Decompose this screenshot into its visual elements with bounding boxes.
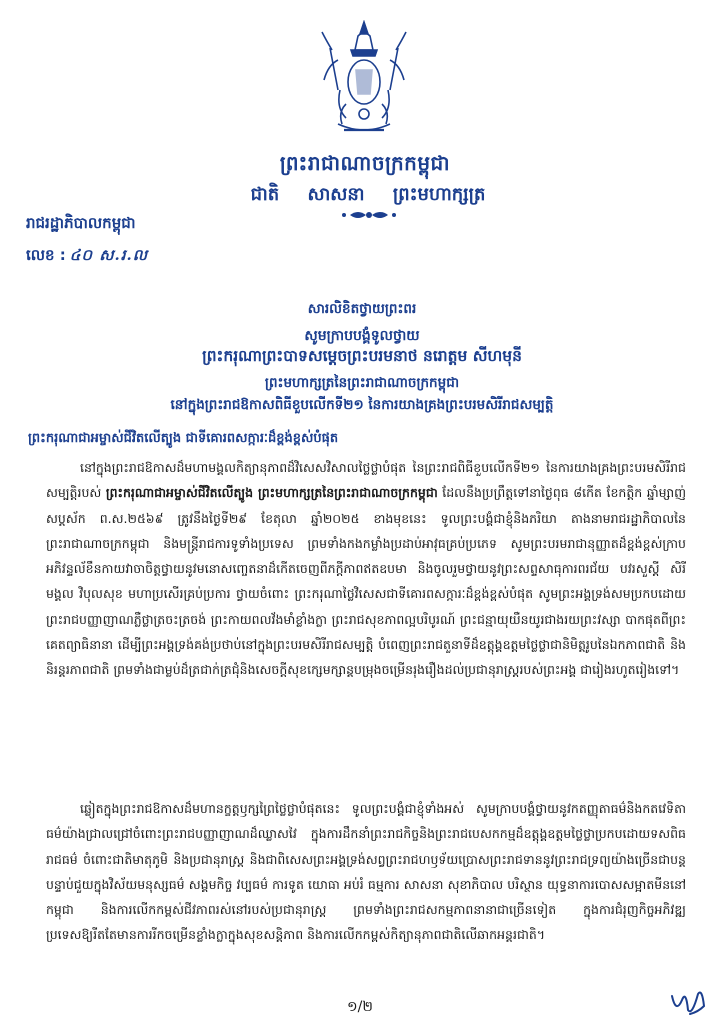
royal-coat-of-arms-icon	[318, 20, 410, 140]
ornament-divider-icon	[338, 208, 400, 222]
body-paragraph-1	[46, 455, 686, 785]
occasion-line: នៅក្នុងព្រះរាជឱកាសពិធីខួបលើកទី២១ នៃការយាងគ្រងព្រះបរមសិរីរាជសម្បត្តិ	[170, 397, 554, 413]
signature-initials-icon	[668, 986, 708, 1020]
paragraph-1-bold-text: ព្រះករុណាជាអម្ចាស់ជីវិតលើត្បូង ព្រះមហាក្សត្រនៃព្រះរាជាណាចក្រកម្ពុជា	[105, 485, 438, 501]
document-number-value: ៤០ ស.រ.ល	[69, 246, 149, 264]
issuing-authority: រាជរដ្ឋាភិបាលកម្ពុជា	[26, 214, 136, 232]
document-number	[26, 246, 148, 268]
page-number: ១/២	[347, 999, 373, 1015]
salutation: ព្រះករុណាជាអម្ចាស់ជីវិតលើត្បូង ជាទីគោរពសក្ការៈដ៏ខ្ពង់ខ្ពស់បំផុត	[28, 431, 339, 446]
national-motto: ជាតិ សាសនា ព្រះមហាក្សត្រ	[250, 184, 486, 205]
body-paragraph-2: ឆ្លៀតក្នុងព្រះរាជឱកាសដ៏មហានក្ខត្តឫក្សព្រៃថ្លៃថ្លាបំផុតនេះ ទូលព្រះបង្គំជាខ្ញុំទាំងអស់ សូមក្រាបបង្គំថ្វាយនូវកតញ្ញុតាធម៌និងកតវេទិតាធម៌យ៉ាងជ្រាលជ្រៅចំពោះព្រះរាជបញ្ញាញាណដ៏ឈ្លាសវៃ ក្នុងការដឹកនាំព្រះរាជកិច្ចនិងព្រះរាជបេសកកម្មដ៏ឧត្តុង្គឧត្តមថ្លៃថ្លាប្រកបដោយទសពិធរាជធម៌ ចំពោះជាតិមាតុភូមិ និងប្រជានុរាស្ត្រ និងជាពិសេសព្រះអង្គទ្រង់សព្វព្រះរាជហឫទ័យប្រោសព្រះរាជទាននូវព្រះរាជទ្រព្យយ៉ាងច្រើនជាបន្តបន្ទាប់ជួយក្នុងវិស័យមនុស្សធម៌ សង្គមកិច្ច វប្បធម៌ ការទូត យោធា អប់រំ ធម្មការ សាសនា សុខាភិបាល បរិស្ថាន យុទ្ធនាការបោសសម្អាតមីននៅកម្ពុជា និងការលើកកម្ពស់ជីវភាពរស់នៅរបស់ប្រជានុរាស្ត្រ ព្រមទាំងព្រះរាជសកម្មភាពនានាជាច្រើនទៀត ក្នុងការជំរុញកិច្ចអភិវឌ្ឍប្រទេសឱ្យរីតតែមានការរីកចម្រើនខ្លាំងក្លាក្នុងសុខសន្តិភាព និងការលើកកម្ពស់កិត្យានុភាពជាតិលើឆាកអន្តរជាតិ។	[46, 801, 686, 943]
letter-type-title: សារលិខិតថ្វាយព្រះពរ	[307, 301, 417, 317]
recipient-title: ព្រះមហាក្សត្រនៃព្រះរាជាណាចក្រកម្ពុជា	[264, 375, 460, 391]
address-line: សូមក្រាបបង្គំទូលថ្វាយ	[304, 328, 420, 344]
document-number-label: លេខ :	[26, 246, 66, 264]
recipient-name: ព្រះករុណាព្រះបាទសម្តេចព្រះបរមនាថ នរោត្តម សីហមុនី	[202, 347, 522, 365]
paragraph-1-text-b: ដែលនឹងប្រព្រឹត្តទៅនាថ្ងៃពុធ ៨កើត ខែកត្តិក ឆ្នាំម្សាញ់ សប្តស័ក ព.ស.២៥៦៩ ត្រូវនឹងថ្ងៃទី២៩ ខែតុលា ឆ្នាំ២០២៥ ខាងមុខនេះ ទូលព្រះបង្គំជាខ្ញុំនិងភរិយា តាងនាមរាជរដ្ឋាភិបាលនៃព្រះរាជាណាចក្រកម្ពុជា និងមន្ត្រីរាជការទូទាំងប្រទេស ព្រមទាំងកងកម្លាំងប្រដាប់អាវុធគ្រប់ប្រភេទ សូមព្រះបរមរាជានុញ្ញាតដ៏ខ្ពង់ខ្ពស់ក្រាបអភិវន្ទល័ខឹនកាយវាចាចិត្តថ្វាយនូវមនោសញ្ចេតនាដ៏កើតចេញពីភក្តីភាពឥតឧបមា និងចូលរួមថ្វាយនូវព្រះសព្ទសាធុការពរជ័យ បវរសួស្តី សិរីមង្គល វិបុលសុខ មហាប្រសើរគ្រប់ប្រការ ថ្វាយចំពោះ ព្រះករុណាថ្លៃវិសេសជាទីគោរពសក្ការៈដ៏ខ្ពង់ខ្ពស់បំផុត សូមព្រះអង្គទ្រង់សមប្រកបដោយព្រះរាជបញ្ញាញាណភ្លឺថ្លាត្រចះត្រចង់ ព្រះកាយពលវ័ងមាំខ្លាំងក្លា ព្រះរាជសុខភាពល្អបរិបូរណ៍ ព្រះជន្មាយុយឺនយូរជាងរយព្រះវស្សា បាកផុតពីព្រះគេតព្យាធិនានា ដើម្បីព្រះអង្គទ្រង់គង់ប្រថាប់នៅក្នុងព្រះបរមសិរីរាជសម្បត្តិ បំពេញព្រះរាជតួនាទីដ៏ឧត្តុង្គឧត្តមថ្លៃថ្លាជានិមិត្តរូបនៃឯកភាពជាតិ និងនិរន្តរភាពជាតិ ព្រមទាំងជាម្លប់ដ៏ត្រជាក់ត្រជុំនិងសេចក្តីសុខក្សេមក្សាន្តបម្រុងចម្រើនរុងរឿងដល់ប្រជានុរាស្ត្ររបស់ព្រះអង្គ ជារៀងរហូតរៀងទៅ។	[46, 485, 686, 678]
kingdom-heading: ព្រះរាជាណាចក្រកម្ពុជា	[279, 151, 451, 175]
paragraph-1-text-a: នៅក្នុងព្រះរាជឱកាសដ៏មហាមង្គលកិត្យានុភាពដ៏វិសេសវិសាលថ្លៃថ្លាបំផុត នៃព្រះរាជពិធីខួបលើកទី២១ នៃការយាងគ្រងព្រះបរមសិរីរាជសម្បត្តិរបស់	[46, 460, 686, 501]
